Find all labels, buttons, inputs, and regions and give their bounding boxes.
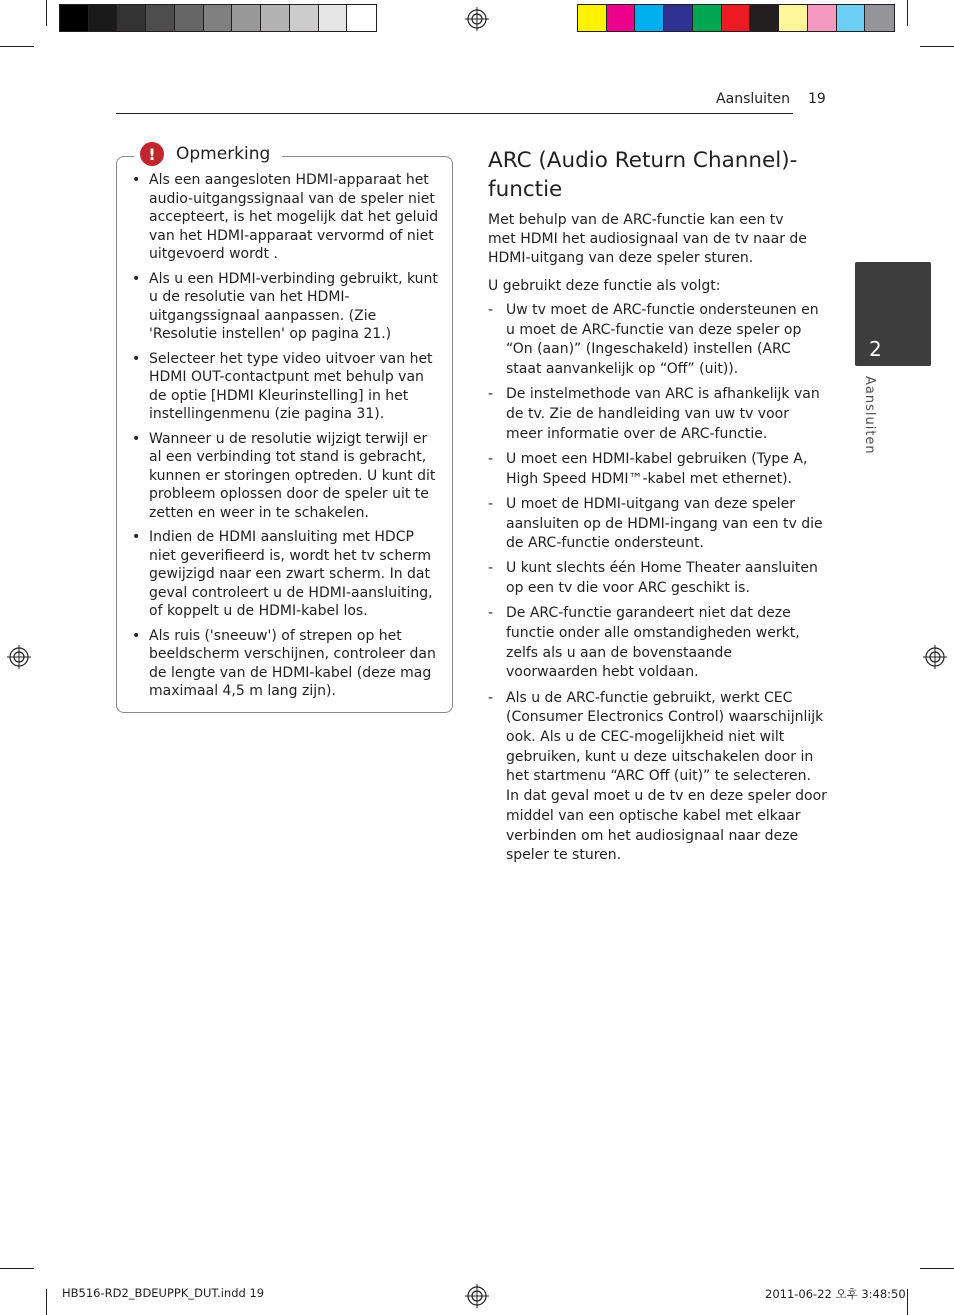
color-swatch <box>89 5 118 31</box>
chapter-number: 2 <box>869 337 882 361</box>
color-swatch <box>722 5 751 31</box>
color-swatch <box>261 5 290 31</box>
color-swatch <box>117 5 146 31</box>
color-swatch <box>808 5 837 31</box>
list-item: - Als u de ARC-functie gebruikt, werkt CEC (Consumer Electronics Control) waarschijnlijk ook. Als u de CEC-mogelijkheid niet wilt gebruiken, kunt u deze uitschakelen door in het startmenu “ARC Off (uit)” te selecteren. In dat geval moet u de tv en deze speler door middel van een optische kabel met elkaar verbinden om het audiosignaal naar deze speler te sturen. <box>488 689 828 866</box>
crop-mark <box>0 1268 34 1269</box>
color-swatch <box>347 5 376 31</box>
color-swatch <box>175 5 204 31</box>
color-swatch-strip <box>577 4 895 32</box>
section-title: ARC (Audio Return Channel)-functie <box>488 148 798 202</box>
note-item: • Als ruis ('sneeuw') of strepen op het beeldscherm verschijnen, controleer dan de lengte van de HDMI-kabel (deze mag maximaal 4,5 m lang zijn). <box>128 627 440 701</box>
chapter-label: Aansluiten <box>862 376 877 455</box>
chapter-tab <box>855 262 931 366</box>
note-heading <box>134 142 282 166</box>
registration-mark-icon <box>7 645 31 669</box>
color-swatch <box>607 5 636 31</box>
page-number: 19 <box>808 91 826 107</box>
note-item: • Selecteer het type video uitvoer van het HDMI OUT-contactpunt met behulp van de optie [HDMI Kleurinstelling] in het instellingenmenu (zie pagina 31). <box>128 350 440 424</box>
color-swatch <box>60 5 89 31</box>
footer-timestamp: 2011-06-22 오후 3:48:50 <box>765 1287 906 1301</box>
color-swatch <box>779 5 808 31</box>
grayscale-swatch-strip <box>59 4 377 32</box>
color-swatch <box>578 5 607 31</box>
crop-mark <box>46 0 47 26</box>
note-item: • Indien de HDMI aansluiting met HDCP niet geverifieerd is, wordt het tv scherm gewijzigd naar een zwart scherm. In dat geval controleert u de HDMI-aansluiting, of koppelt u de HDMI-kabel los. <box>128 528 440 621</box>
crop-mark <box>907 1289 908 1315</box>
exclamation-icon: ! <box>140 142 164 166</box>
registration-mark-icon <box>465 7 489 31</box>
requirements-list <box>488 301 828 871</box>
crop-mark <box>46 1289 47 1315</box>
usage-paragraph: U gebruikt deze functie als volgt: <box>488 278 721 294</box>
registration-mark-icon <box>465 1284 489 1308</box>
color-swatch <box>865 5 894 31</box>
color-swatch <box>146 5 175 31</box>
crop-mark <box>0 46 34 47</box>
color-swatch <box>232 5 261 31</box>
list-item: - U kunt slechts één Home Theater aansluiten op een tv die voor ARC geschikt is. <box>488 559 828 598</box>
color-swatch <box>664 5 693 31</box>
color-swatch <box>635 5 664 31</box>
note-list <box>128 171 440 707</box>
note-title: Opmerking <box>176 144 271 164</box>
list-item: - De ARC-functie garandeert niet dat deze functie onder alle omstandigheden werkt, zelfs als u aan de bovenstaande voorwaarden hebt voldaan. <box>488 604 828 683</box>
running-header-section: Aansluiten <box>716 91 790 107</box>
crop-mark <box>907 0 908 26</box>
color-swatch <box>693 5 722 31</box>
intro-paragraph: Met behulp van de ARC-functie kan een tv met HDMI het audiosignaal van de tv naar de HDMI-uitgang van deze speler sturen. <box>488 212 807 266</box>
color-swatch <box>750 5 779 31</box>
note-item: • Als een aangesloten HDMI-apparaat het audio-uitgangssignaal van de speler niet accepteert, is het mogelijk dat het geluid van het HDMI-apparaat vervormd of niet uitgevoerd wordt . <box>128 171 440 264</box>
note-item: • Wanneer u de resolutie wijzigt terwijl er al een verbinding tot stand is gebracht, kunnen er storingen optreden. U kunt dit probleem oplossen door de speler uit te zetten en weer in te schakelen. <box>128 430 440 523</box>
list-item: - U moet een HDMI-kabel gebruiken (Type A, High Speed HDMI™-kabel met ethernet). <box>488 450 828 489</box>
list-item: - U moet de HDMI-uitgang van deze speler aansluiten op de HDMI-ingang van een tv die de ARC-functie ondersteunt. <box>488 495 828 554</box>
list-item: - De instelmethode van ARC is afhankelijk van de tv. Zie de handleiding van uw tv voor meer informatie over de ARC-functie. <box>488 385 828 444</box>
crop-mark <box>920 46 954 47</box>
color-swatch <box>290 5 319 31</box>
color-swatch <box>319 5 348 31</box>
note-item: • Als u een HDMI-verbinding gebruikt, kunt u de resolutie van het HDMI-uitgangssignaal aanpassen. (Zie 'Resolutie instellen' op pagina 21.) <box>128 270 440 344</box>
registration-mark-icon <box>923 645 947 669</box>
crop-mark <box>920 1268 954 1269</box>
list-item: - Uw tv moet de ARC-functie ondersteunen en u moet de ARC-functie van deze speler op “On (aan)” (Ingeschakeld) instellen (ARC staat aanvankelijk op “Off” (uit)). <box>488 301 828 380</box>
header-rule <box>116 113 793 114</box>
color-swatch <box>837 5 866 31</box>
footer-file-name: HB516-RD2_BDEUPPK_DUT.indd 19 <box>62 1286 265 1300</box>
color-swatch <box>204 5 233 31</box>
